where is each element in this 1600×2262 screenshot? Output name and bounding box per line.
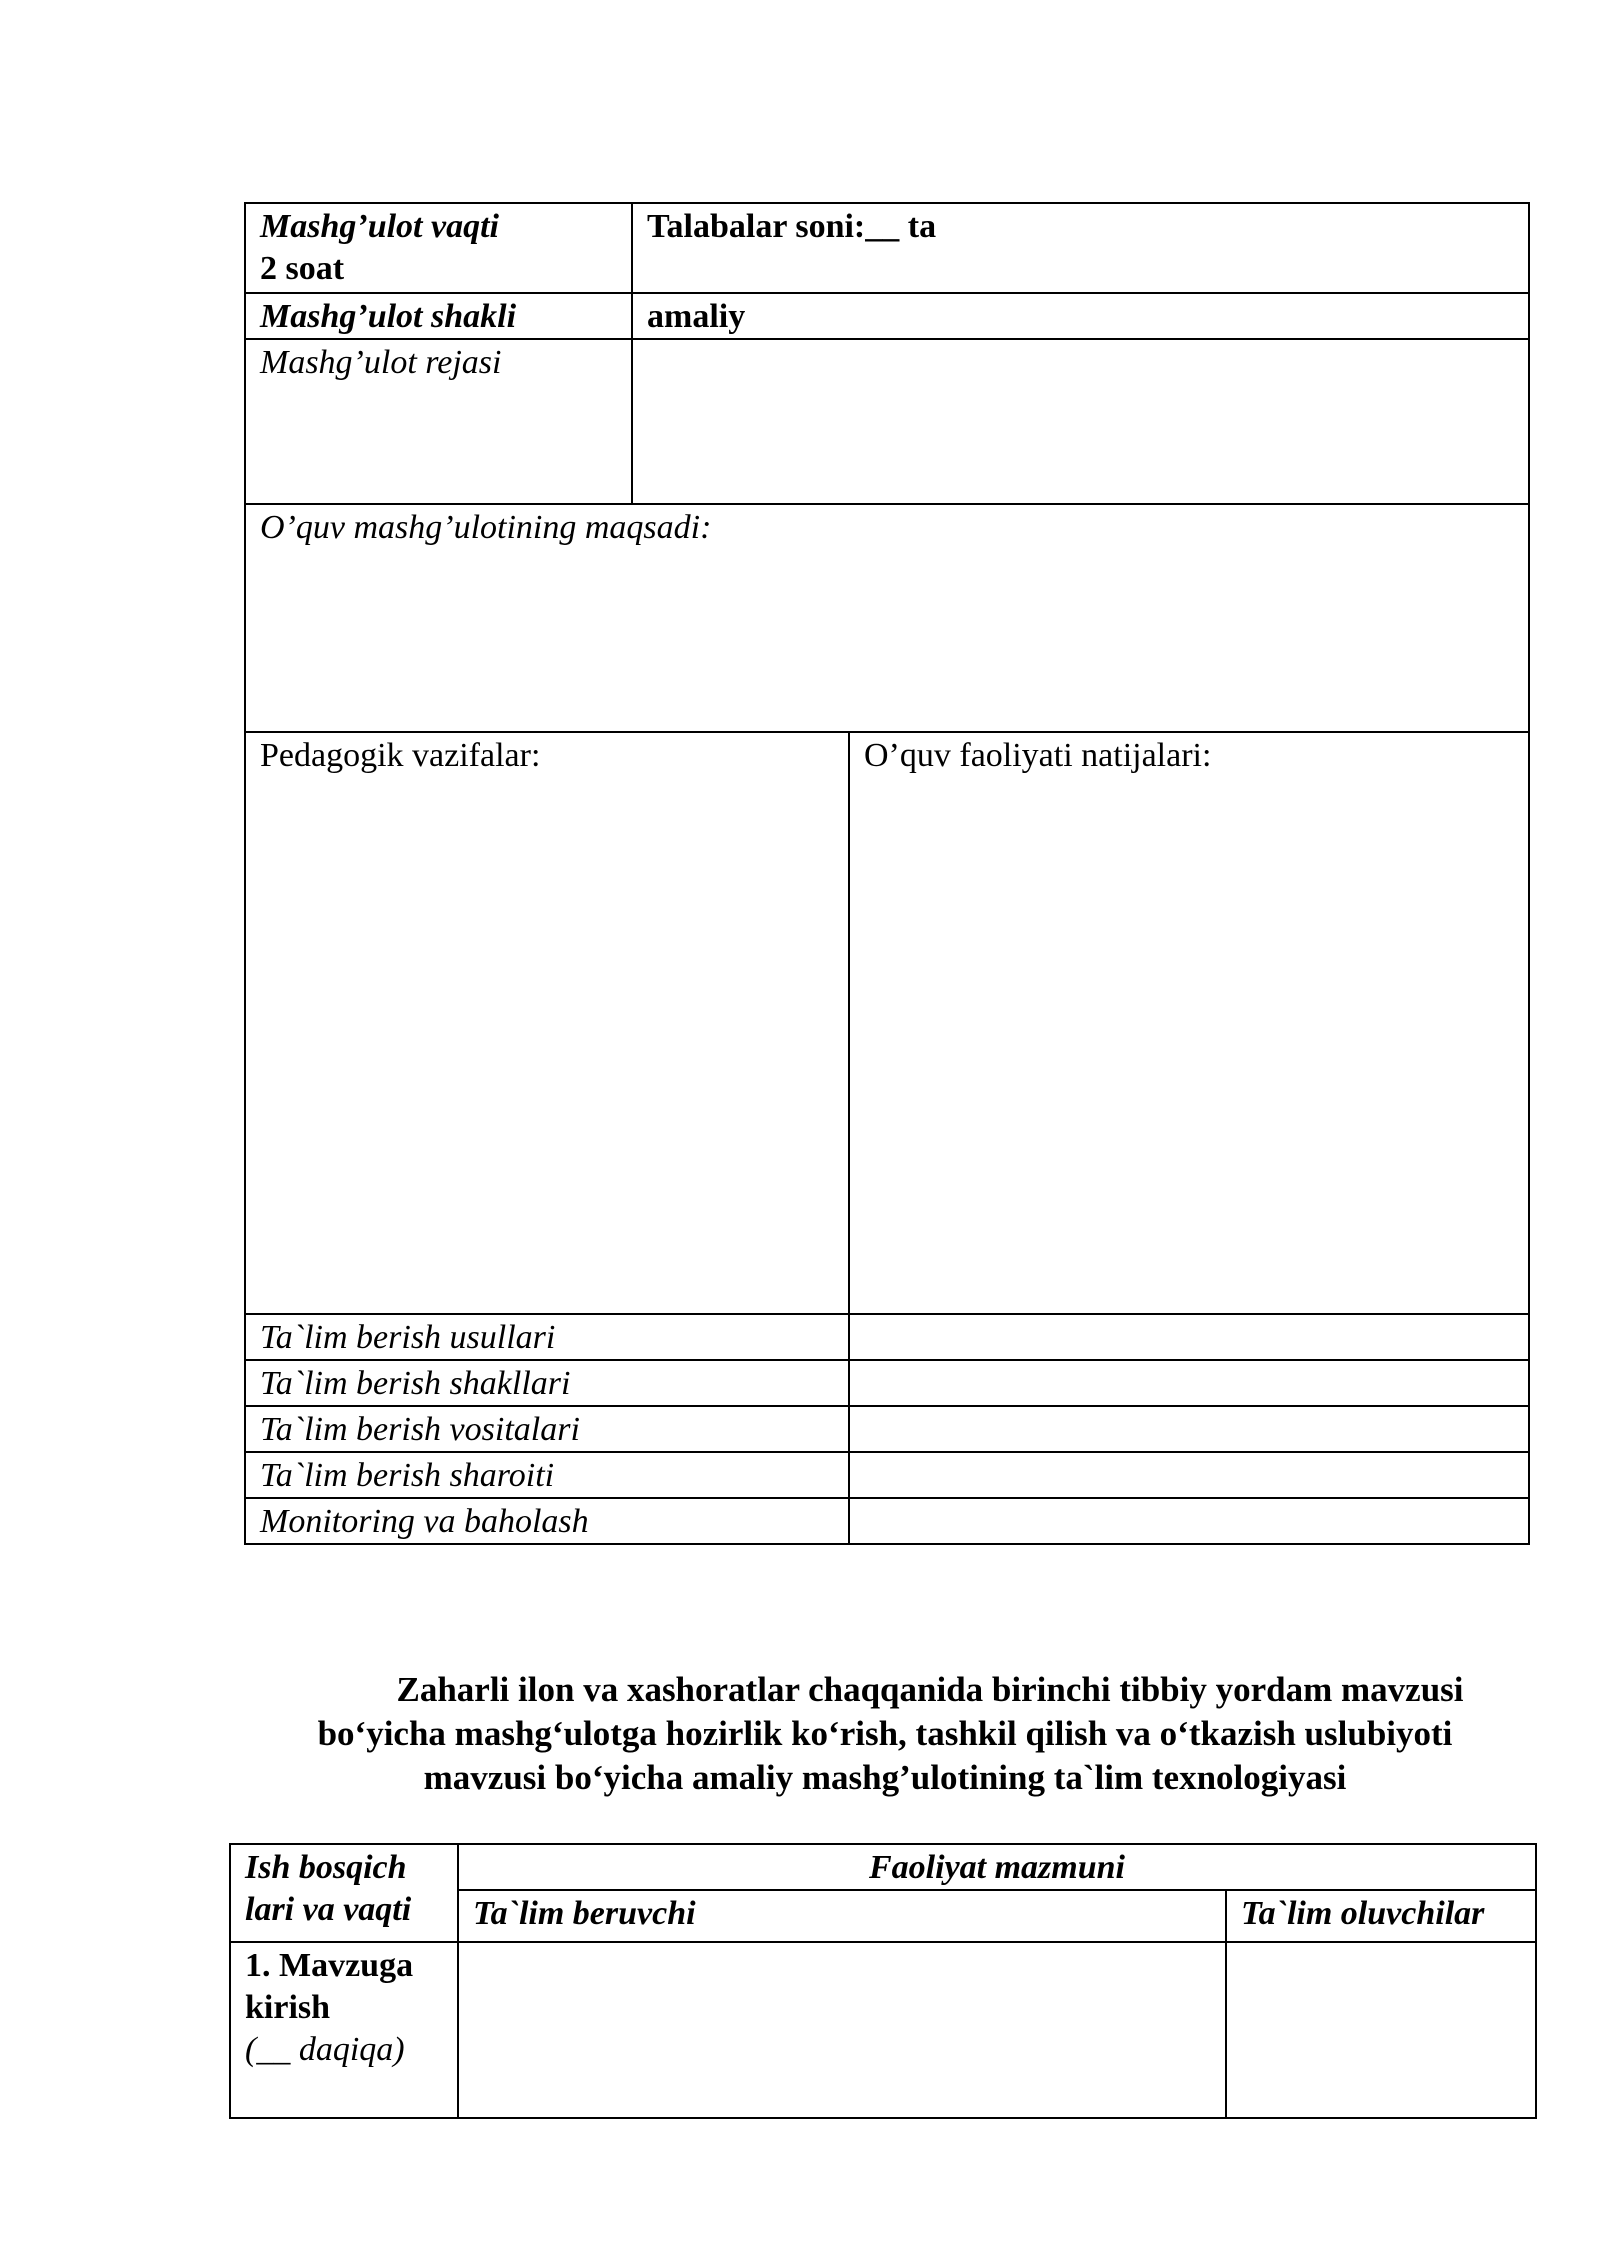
forms-row — [245, 1360, 1529, 1406]
monitoring-label-cell — [245, 1498, 849, 1544]
time-label: Mashg’ulot vaqti — [260, 208, 499, 245]
tools-label-cell — [245, 1406, 849, 1452]
monitoring-row — [245, 1498, 1529, 1544]
stage-1-line-2: kirish — [245, 1989, 331, 2026]
methods-row — [245, 1314, 1529, 1360]
tools-row — [245, 1406, 1529, 1452]
activity-header-cell — [458, 1844, 1536, 1890]
teacher-header-cell — [458, 1890, 1226, 1942]
pedagogical-tasks-label: Pedagogik vazifalar: — [260, 737, 541, 774]
stage-1-line-1: 1. Mavzuga — [245, 1947, 414, 1984]
forms-label: Ta`lim berish shakllari — [260, 1365, 571, 1402]
goal-cell — [245, 504, 1529, 732]
technology-table — [229, 1843, 1537, 2119]
conditions-row — [245, 1452, 1529, 1498]
heading-line-1: Zaharli ilon va xashoratlar chaqqanida birinchi tibbiy yordam mavzusi — [396, 1670, 1464, 1709]
tech-header-row-1 — [230, 1844, 1536, 1890]
plan-label: Mashg’ulot rejasi — [260, 344, 502, 381]
monitoring-label: Monitoring va baholash — [260, 1503, 589, 1540]
form-value: amaliy — [647, 298, 746, 335]
form-label: Mashg’ulot shakli — [260, 298, 517, 335]
tools-label: Ta`lim berish vositalari — [260, 1411, 580, 1448]
conditions-value-cell — [849, 1452, 1529, 1498]
time-cell — [245, 203, 632, 293]
tasks-row — [245, 732, 1529, 1314]
teacher-header: Ta`lim beruvchi — [473, 1895, 696, 1932]
activity-header: Faoliyat mazmuni — [869, 1849, 1125, 1886]
pedagogical-tasks-cell — [245, 732, 849, 1314]
heading-line-3: mavzusi bo‘yicha amaliy mashg’ulotining ta`lim texnologiyasi — [423, 1758, 1347, 1797]
conditions-label-cell — [245, 1452, 849, 1498]
heading-line-2: bo‘yicha mashg‘ulotga hozirlik ko‘rish, tashkil qilish va o‘tkazish uslubiyoti — [317, 1714, 1453, 1753]
forms-value-cell — [849, 1360, 1529, 1406]
lesson-plan-table — [244, 202, 1530, 1545]
monitoring-value-cell — [849, 1498, 1529, 1544]
stage-1-teacher-cell — [458, 1942, 1226, 2118]
stage-1-students-cell — [1226, 1942, 1536, 2118]
conditions-label: Ta`lim berish sharoiti — [260, 1457, 555, 1494]
plan-value-cell — [632, 339, 1529, 504]
stage-header-line-1: Ish bosqich — [245, 1849, 407, 1886]
goal-label: O’quv mashg’ulotining maqsadi: — [260, 509, 712, 546]
form-label-cell — [245, 293, 632, 339]
methods-label-cell — [245, 1314, 849, 1360]
stage-1-time: (__ daqiqa) — [245, 2031, 405, 2068]
students-header-cell — [1226, 1890, 1536, 1942]
methods-value-cell — [849, 1314, 1529, 1360]
plan-label-cell — [245, 339, 632, 504]
time-value: 2 soat — [260, 250, 345, 287]
methods-label: Ta`lim berish usullari — [260, 1319, 556, 1356]
time-row — [245, 203, 1529, 293]
stage-header-cell — [230, 1844, 458, 1942]
students-count-label: Talabalar soni:__ ta — [647, 208, 937, 245]
form-value-cell — [632, 293, 1529, 339]
learning-outcomes-label: O’quv faoliyati natijalari: — [864, 737, 1212, 774]
stage-1-row — [230, 1942, 1536, 2118]
goal-row — [245, 504, 1529, 732]
plan-row — [245, 339, 1529, 504]
stage-header-line-2: lari va vaqti — [245, 1891, 412, 1928]
tools-value-cell — [849, 1406, 1529, 1452]
form-row — [245, 293, 1529, 339]
stage-1-cell — [230, 1942, 458, 2118]
forms-label-cell — [245, 1360, 849, 1406]
technology-heading — [230, 1668, 1540, 1800]
students-count-cell — [632, 203, 1529, 293]
students-header: Ta`lim oluvchilar — [1241, 1895, 1485, 1932]
learning-outcomes-cell — [849, 732, 1529, 1314]
